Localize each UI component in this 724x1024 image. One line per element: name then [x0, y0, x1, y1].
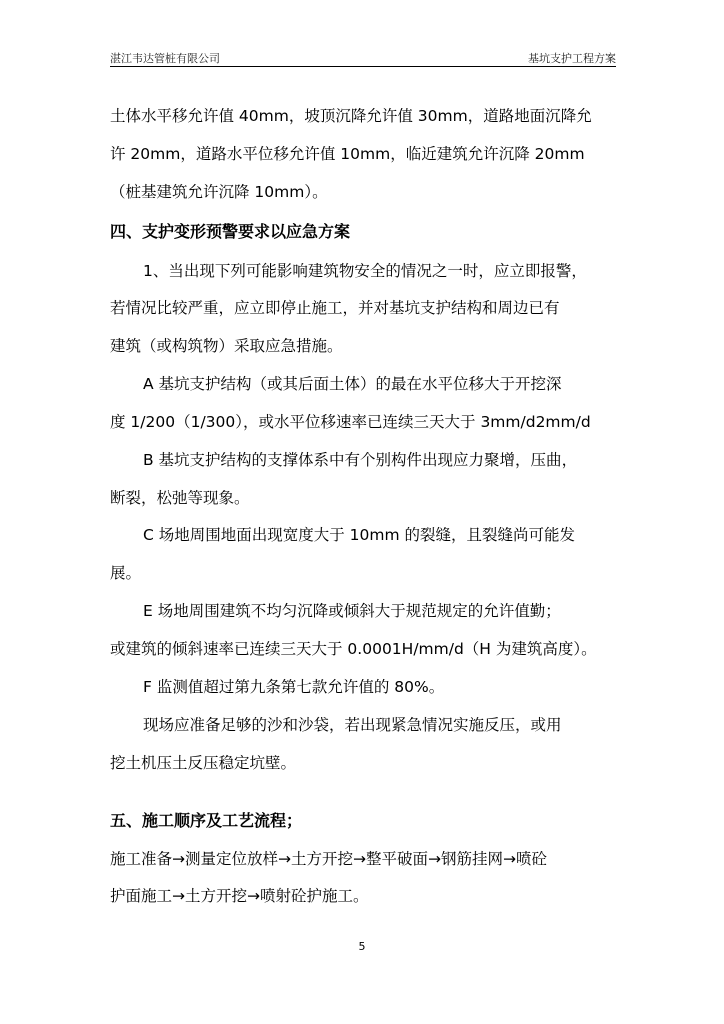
paragraph-line: 现场应准备足够的沙和沙袋，若出现紧急情况实施反压，或用 — [143, 716, 562, 734]
paragraph-line: E 场地周围建筑不均匀沉降或倾斜大于规范规定的允许值勤； — [143, 602, 561, 620]
paragraph-line: 施工准备→测量定位放样→土方开挖→整平破面→钢筋挂网→喷砼 — [110, 850, 547, 868]
paragraph-line: 展。 — [110, 564, 142, 582]
paragraph-line: 断裂，松弛等现象。 — [110, 489, 250, 507]
paragraph-line: B 基坑支护结构的支撑体系中有个别构件出现应力聚增，压曲， — [143, 451, 578, 469]
paragraph-line: C 场地周围地面出现宽度大于 10mm 的裂缝，且裂缝尚可能发 — [143, 526, 576, 544]
section-heading: 五、施工顺序及工艺流程； — [110, 811, 303, 830]
paragraph-line: （桩基建筑允许沉降 10mm）。 — [110, 183, 328, 201]
page-header — [110, 50, 616, 66]
paragraph-line: 建筑（或构筑物）采取应急措施。 — [110, 337, 343, 355]
header-doc-title: 基坑支护工程方案 — [528, 52, 616, 65]
paragraph-line: 若情况比较严重，应立即停止施工，并对基坑支护结构和周边已有 — [110, 299, 560, 317]
section-heading: 四、支护变形预警要求以应急方案 — [110, 222, 351, 241]
paragraph-line: 1、当出现下列可能影响建筑物安全的情况之一时，应立即报警， — [143, 262, 587, 280]
paragraph-line: 许 20mm，道路水平位移允许值 10mm，临近建筑允许沉降 20mm — [110, 145, 585, 163]
page-number: 5 — [358, 940, 366, 953]
paragraph-line: A 基坑支护结构（或其后面土体）的最在水平位移大于开挖深 — [143, 375, 562, 393]
paragraph-line: 护面施工→土方开挖→喷射砼护施工。 — [110, 887, 369, 905]
paragraph-line: 度 1/200（1/300），或水平位移速率已连续三天大于 3mm/d2mm/d — [110, 413, 591, 431]
header-company: 湛江韦达管桩有限公司 — [110, 52, 220, 65]
paragraph-line: 挖土机压土反压稳定坑壁。 — [110, 754, 297, 772]
paragraph-line: 土体水平移允许值 40mm，坡顶沉降允许值 30mm，道路地面沉降允 — [110, 107, 592, 125]
header-rule — [110, 66, 616, 67]
paragraph-line: F 监测值超过第九条第七款允许值的 80%。 — [143, 678, 445, 696]
paragraph-line: 或建筑的倾斜速率已连续三天大于 0.0001H/mm/d（H 为建筑高度）。 — [110, 640, 597, 658]
